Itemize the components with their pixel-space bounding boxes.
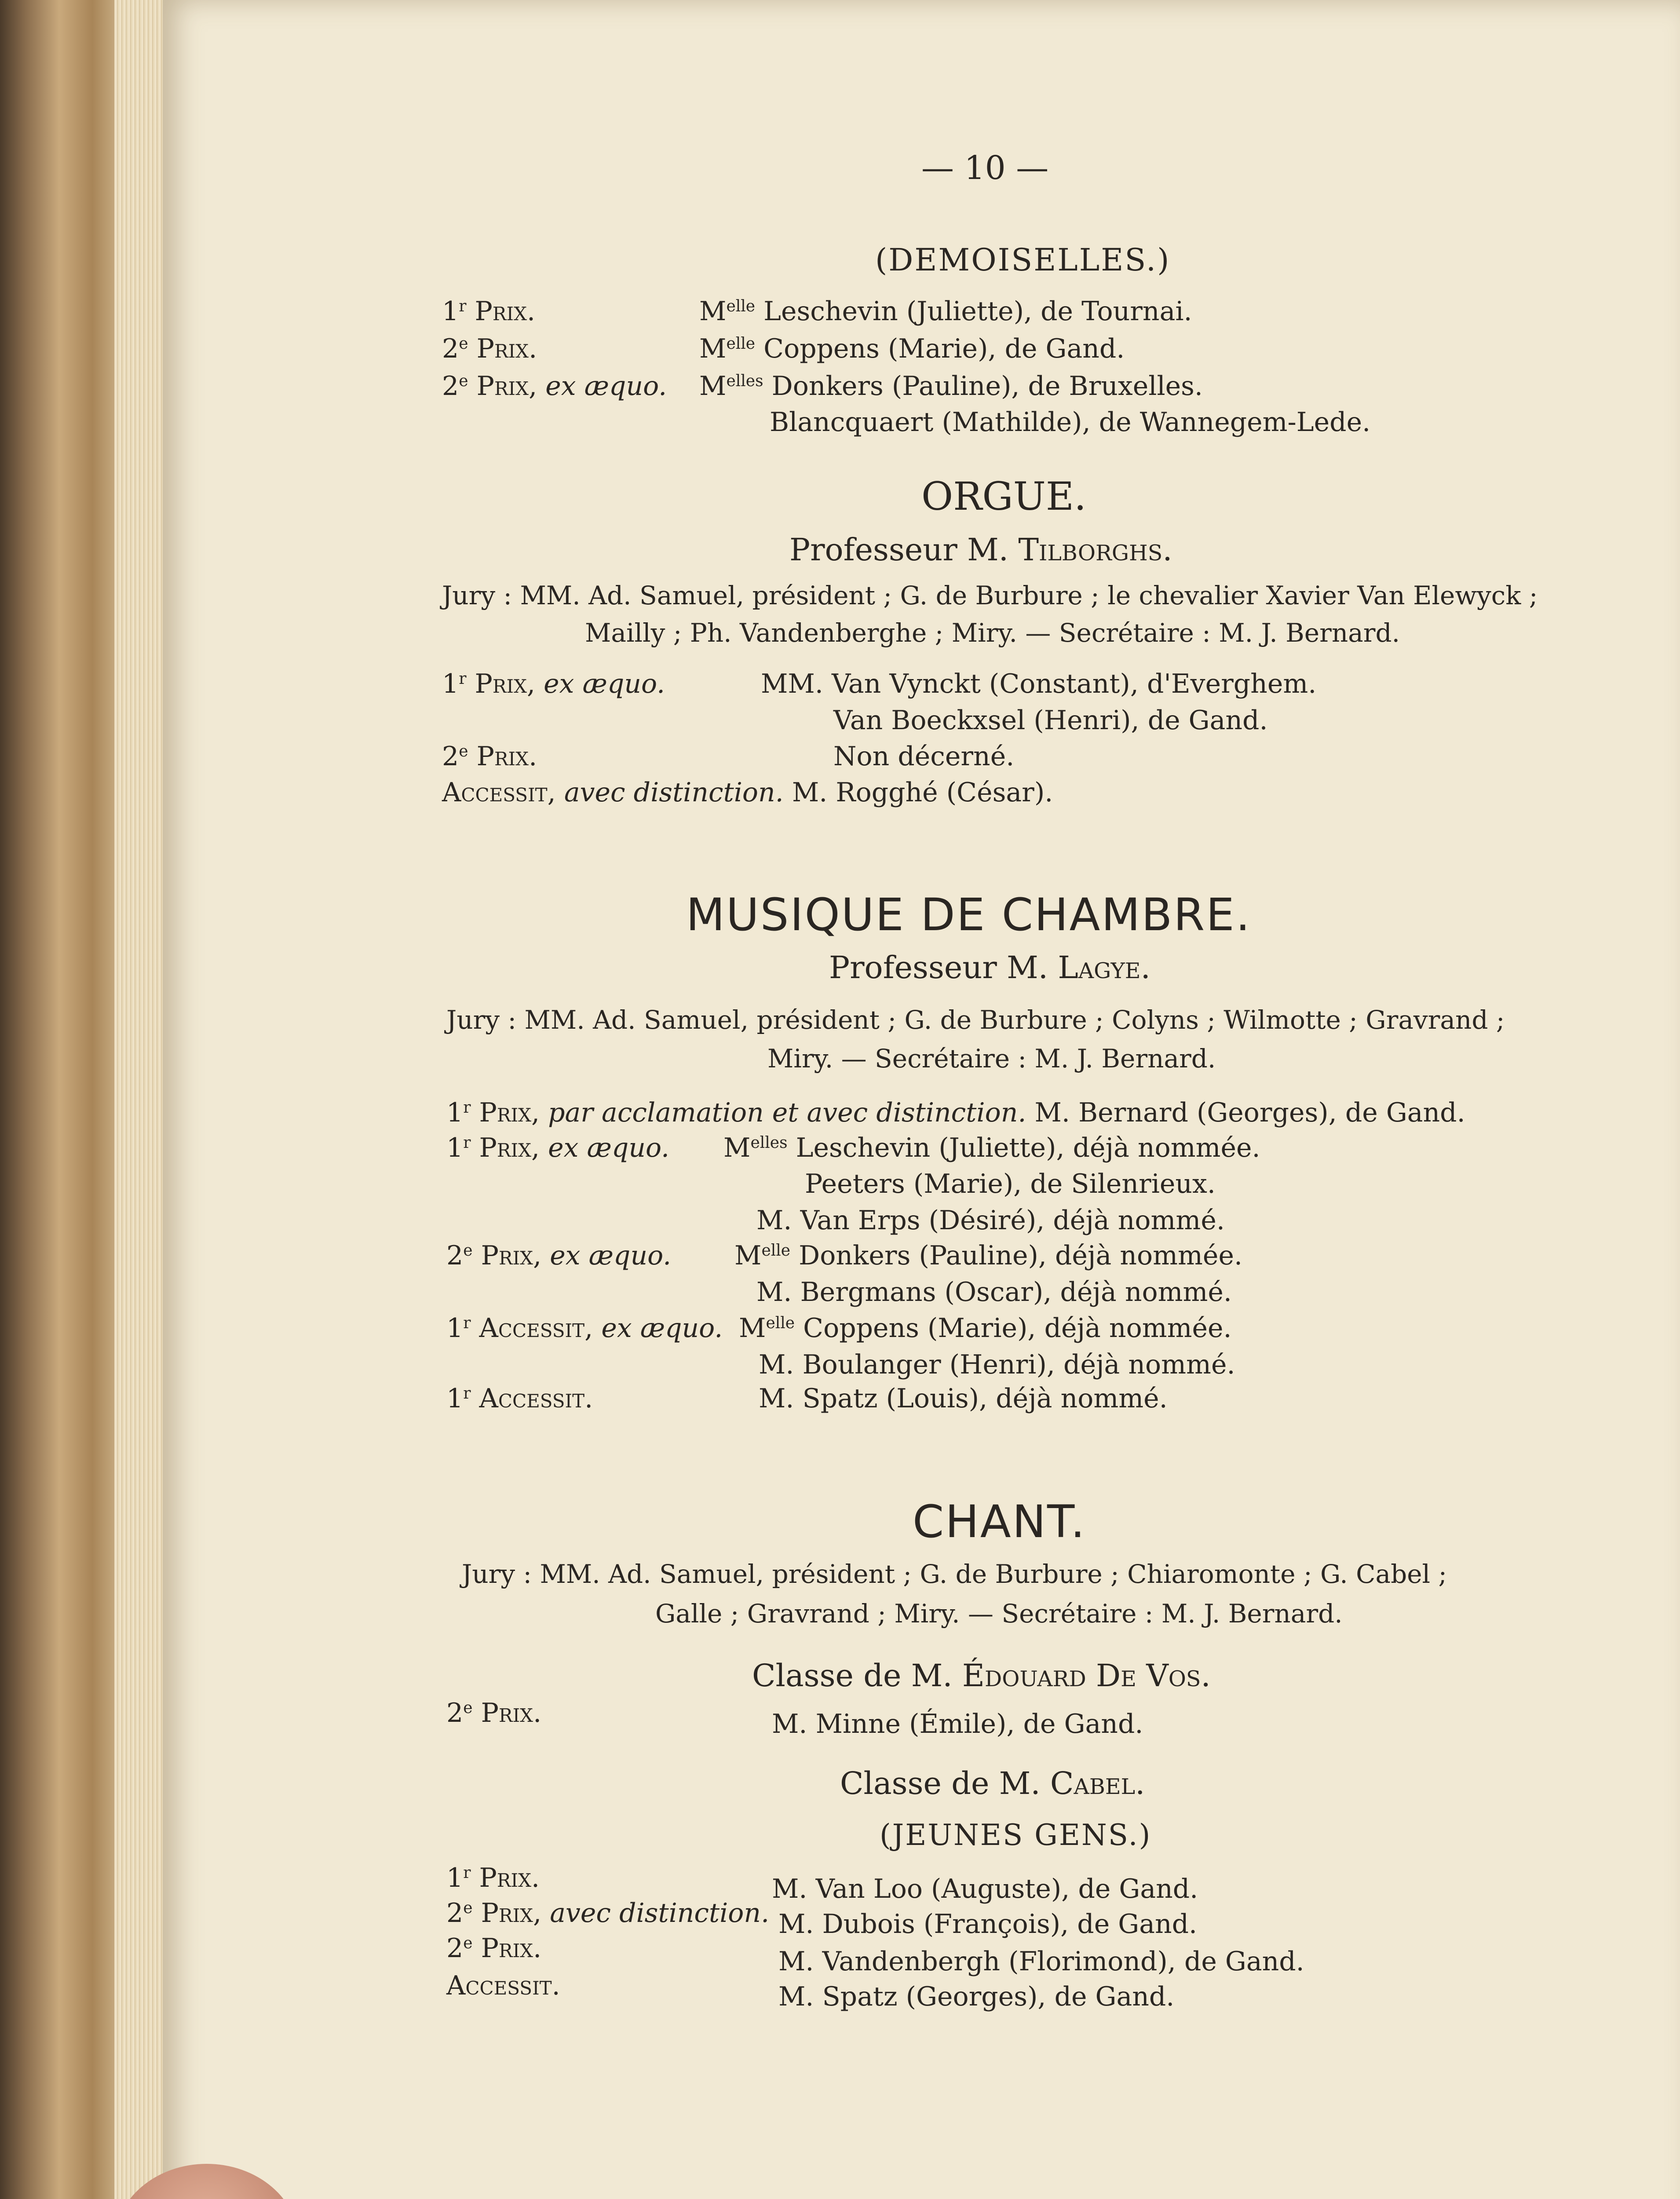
laureate: M. Vandenbergh (Florimond), de Gand. xyxy=(778,1946,1304,1977)
orgue-jury-line-1: Jury : MM. Ad. Samuel, président ; G. de Burbure ; le chevalier Xavier Van Elewyck ; xyxy=(442,581,1538,610)
prize-label: Accessit. xyxy=(446,1970,560,2001)
laureate: $M^{elles}$ Leschevin (Juliette), déjà nommée. xyxy=(723,1132,1260,1163)
musique-jury-line-1: Jury : MM. Ad. Samuel, président ; G. de Burbure ; Colyns ; Wilmotte ; Gravrand ; xyxy=(446,1005,1505,1035)
orgue-professor: Professeur M. Tilborghs. xyxy=(789,532,1172,568)
section-orgue-heading: ORGUE. xyxy=(921,474,1087,519)
chant-class-de-vos: Classe de M. Édouard De Vos. xyxy=(752,1658,1211,1694)
chant-class-cabel: Classe de M. Cabel. xyxy=(840,1765,1145,1801)
laureate: $M^{elle}$ Coppens (Marie), déjà nommée. xyxy=(739,1313,1232,1344)
laureate-continuation: Blancquaert (Mathilde), de Wannegem-Lede. xyxy=(770,407,1371,438)
laureate: MM. Van Vynckt (Constant), d'Everghem. xyxy=(761,668,1317,699)
laureate: $M^{elle}$ Leschevin (Juliette), de Tournai. xyxy=(699,296,1192,327)
laureate: M. Minne (Émile), de Gand. xyxy=(772,1709,1143,1739)
laureate: $M^{elle}$ Donkers (Pauline), déjà nommée. xyxy=(734,1240,1243,1271)
prize-label: 1$^r$ Accessit, ex æquo. xyxy=(446,1313,723,1344)
musique-row-1: 1$^r$ Prix, par acclamation et avec distinction. M. Bernard (Georges), de Gand. xyxy=(446,1097,1465,1128)
laureate: M. Spatz (Georges), de Gand. xyxy=(778,1981,1175,2012)
laureate: M. Bergmans (Oscar), déjà nommé. xyxy=(756,1277,1232,1308)
musique-jury-line-2: Miry. — Secrétaire : M. J. Bernard. xyxy=(767,1044,1216,1074)
section-chant-heading: CHANT. xyxy=(913,1496,1086,1548)
chant-jury-line-1: Jury : MM. Ad. Samuel, président ; G. de Burbure ; Chiaromonte ; G. Cabel ; xyxy=(462,1559,1447,1589)
book-cover-edge xyxy=(0,0,132,2199)
prize-label: 2e Prix, avec distinction. xyxy=(446,1898,770,1929)
prize-label: 2e Prix. xyxy=(446,1698,542,1728)
section-musique-heading: MUSIQUE DE CHAMBRE. xyxy=(686,889,1252,941)
orgue-jury-line-2: Mailly ; Ph. Vandenberghe ; Miry. — Secrétaire : M. J. Bernard. xyxy=(585,618,1400,648)
laureate: M. Spatz (Louis), déjà nommé. xyxy=(759,1383,1168,1414)
prize-label: 1$^r$ Prix. xyxy=(446,1863,540,1893)
prize-label: 1$^r$ Accessit. xyxy=(446,1383,593,1414)
prize-label: 2e Prix. xyxy=(442,741,537,772)
laureate: M. Van Erps (Désiré), déjà nommé. xyxy=(756,1205,1225,1236)
chant-subheading: (JEUNES GENS.) xyxy=(880,1818,1152,1852)
prize-label: 2e Prix, ex æquo. xyxy=(446,1240,672,1271)
chant-jury-line-2: Galle ; Gravrand ; Miry. — Secrétaire : M. J. Bernard. xyxy=(655,1599,1343,1629)
prize-label: 2e Prix. xyxy=(446,1933,542,1964)
page-number: — 10 — xyxy=(921,149,1049,187)
laureate: M. Boulanger (Henri), déjà nommé. xyxy=(759,1349,1235,1380)
section-demoiselles-heading: (DEMOISELLES.) xyxy=(875,242,1171,278)
laureate: $M^{elle}$ Coppens (Marie), de Gand. xyxy=(699,333,1125,364)
accessit-row: Accessit, avec distinction. M. Rogghé (César). xyxy=(442,777,1053,808)
laureate: Non décerné. xyxy=(833,741,1015,772)
musique-professor: Professeur M. Lagye. xyxy=(829,950,1150,986)
laureate-continuation: Peeters (Marie), de Silenrieux. xyxy=(805,1169,1216,1199)
laureate-continuation: Van Boeckxsel (Henri), de Gand. xyxy=(833,705,1268,736)
prize-label: 2e Prix. xyxy=(442,333,537,364)
laureate: M. Van Loo (Auguste), de Gand. xyxy=(772,1874,1198,1904)
laureate: M. Dubois (François), de Gand. xyxy=(778,1909,1198,1940)
prize-label: 2e Prix, ex æquo. xyxy=(442,371,667,402)
prize-label: 1$^r$ Prix. xyxy=(442,296,536,327)
prize-label: 1$^r$ Prix, ex æquo. xyxy=(446,1132,670,1163)
prize-label: 1$^r$ Prix, ex æquo. xyxy=(442,668,665,699)
laureate: $M^{elles}$ Donkers (Pauline), de Bruxelles. xyxy=(699,371,1203,402)
